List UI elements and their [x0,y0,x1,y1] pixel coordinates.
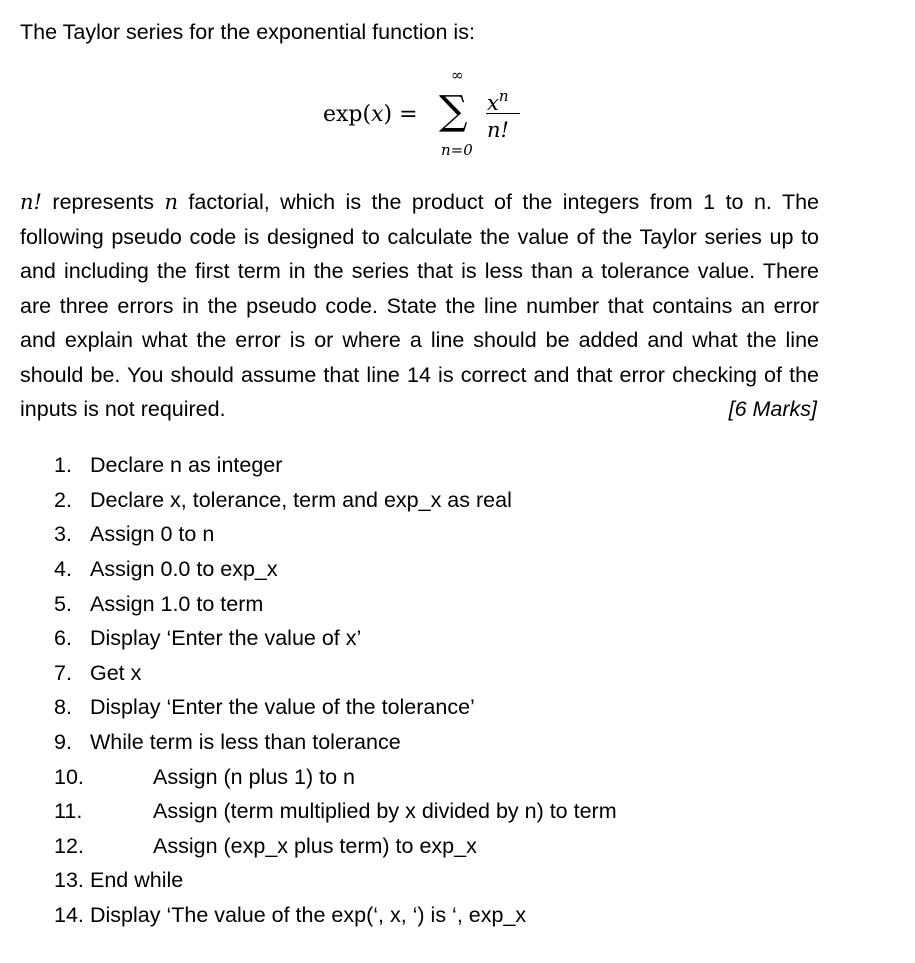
line-text: Display ‘Enter the value of the tolerance’ [90,695,475,719]
line-number: 8. [54,695,72,719]
code-line [54,728,401,756]
line-number: 13. [54,868,84,892]
fraction-numerator [487,84,509,115]
code-line [54,832,477,860]
question-paragraph [20,185,819,427]
code-line [54,659,141,687]
math-n: n [164,190,178,214]
line-number: 14. [54,903,84,927]
sum-upper-limit: ∞ [451,66,464,84]
code-line [54,451,282,479]
line-text: End while [90,868,184,892]
paragraph-text-2: factorial, which is the product of the integers from 1 to n. The following pseudo code is designed to calculate the value of the Taylor series up to and including the first term in the series that is less than a tolerance value. There are three errors in the pseudo code. State the line number that contains an error and explain what the error is or where a line should be added and what the line should be. You should assume that line 14 is correct and that error checking of the inputs is not required. [20,190,819,421]
line-number: 2. [54,488,72,512]
fraction-denominator: n! [487,118,509,142]
line-number: 1. [54,453,72,477]
formula-argument: x [371,102,384,127]
code-line [54,486,512,514]
line-text: Get x [90,661,142,685]
line-text: Display ‘The value of the exp(‘, x, ‘) is ‘, exp_x [90,903,527,927]
fraction-bar [486,113,520,114]
line-number: 4. [54,557,72,581]
line-number: 7. [54,661,72,685]
line-number: 5. [54,592,72,616]
code-line [54,797,617,825]
formula-lhs: exp(x) = [323,102,418,127]
line-text: Display ‘Enter the value of x’ [90,626,362,650]
code-line [54,693,475,721]
intro-text: The Taylor series for the exponential function is: [20,20,475,44]
line-text: Declare n as integer [90,453,283,477]
numerator-base: x [487,91,499,115]
numerator-exponent: n [498,87,509,105]
code-line [54,624,361,652]
code-line [54,763,355,791]
line-text: Assign 1.0 to term [90,592,264,616]
line-text: While term is less than tolerance [90,730,401,754]
line-number: 11. [54,799,83,823]
formula-function-name: exp [323,102,363,127]
code-line [54,901,526,929]
line-number: 6. [54,626,72,650]
line-text: Assign 0.0 to exp_x [90,557,278,581]
sum-lower-limit: n=0 [441,141,473,159]
line-number: 9. [54,730,72,754]
code-line [54,555,278,583]
formula-equals: = [399,102,418,127]
code-line [54,590,263,618]
line-number: 3. [54,522,72,546]
line-text: Assign (term multiplied by x divided by n) to term [153,799,617,823]
code-line [54,866,183,894]
marks-label: [6 Marks] [728,397,817,421]
line-text: Declare x, tolerance, term and exp_x as real [90,488,512,512]
paragraph-text-1: represents [41,190,165,214]
line-text: Assign (n plus 1) to n [153,765,355,789]
line-number: 10. [54,765,84,789]
code-line [54,520,214,548]
line-number: 12. [54,834,84,858]
line-text: Assign 0 to n [90,522,215,546]
math-n-factorial: n! [20,190,42,214]
line-text: Assign (exp_x plus term) to exp_x [153,834,477,858]
summation-symbol: ∑ [439,88,468,134]
